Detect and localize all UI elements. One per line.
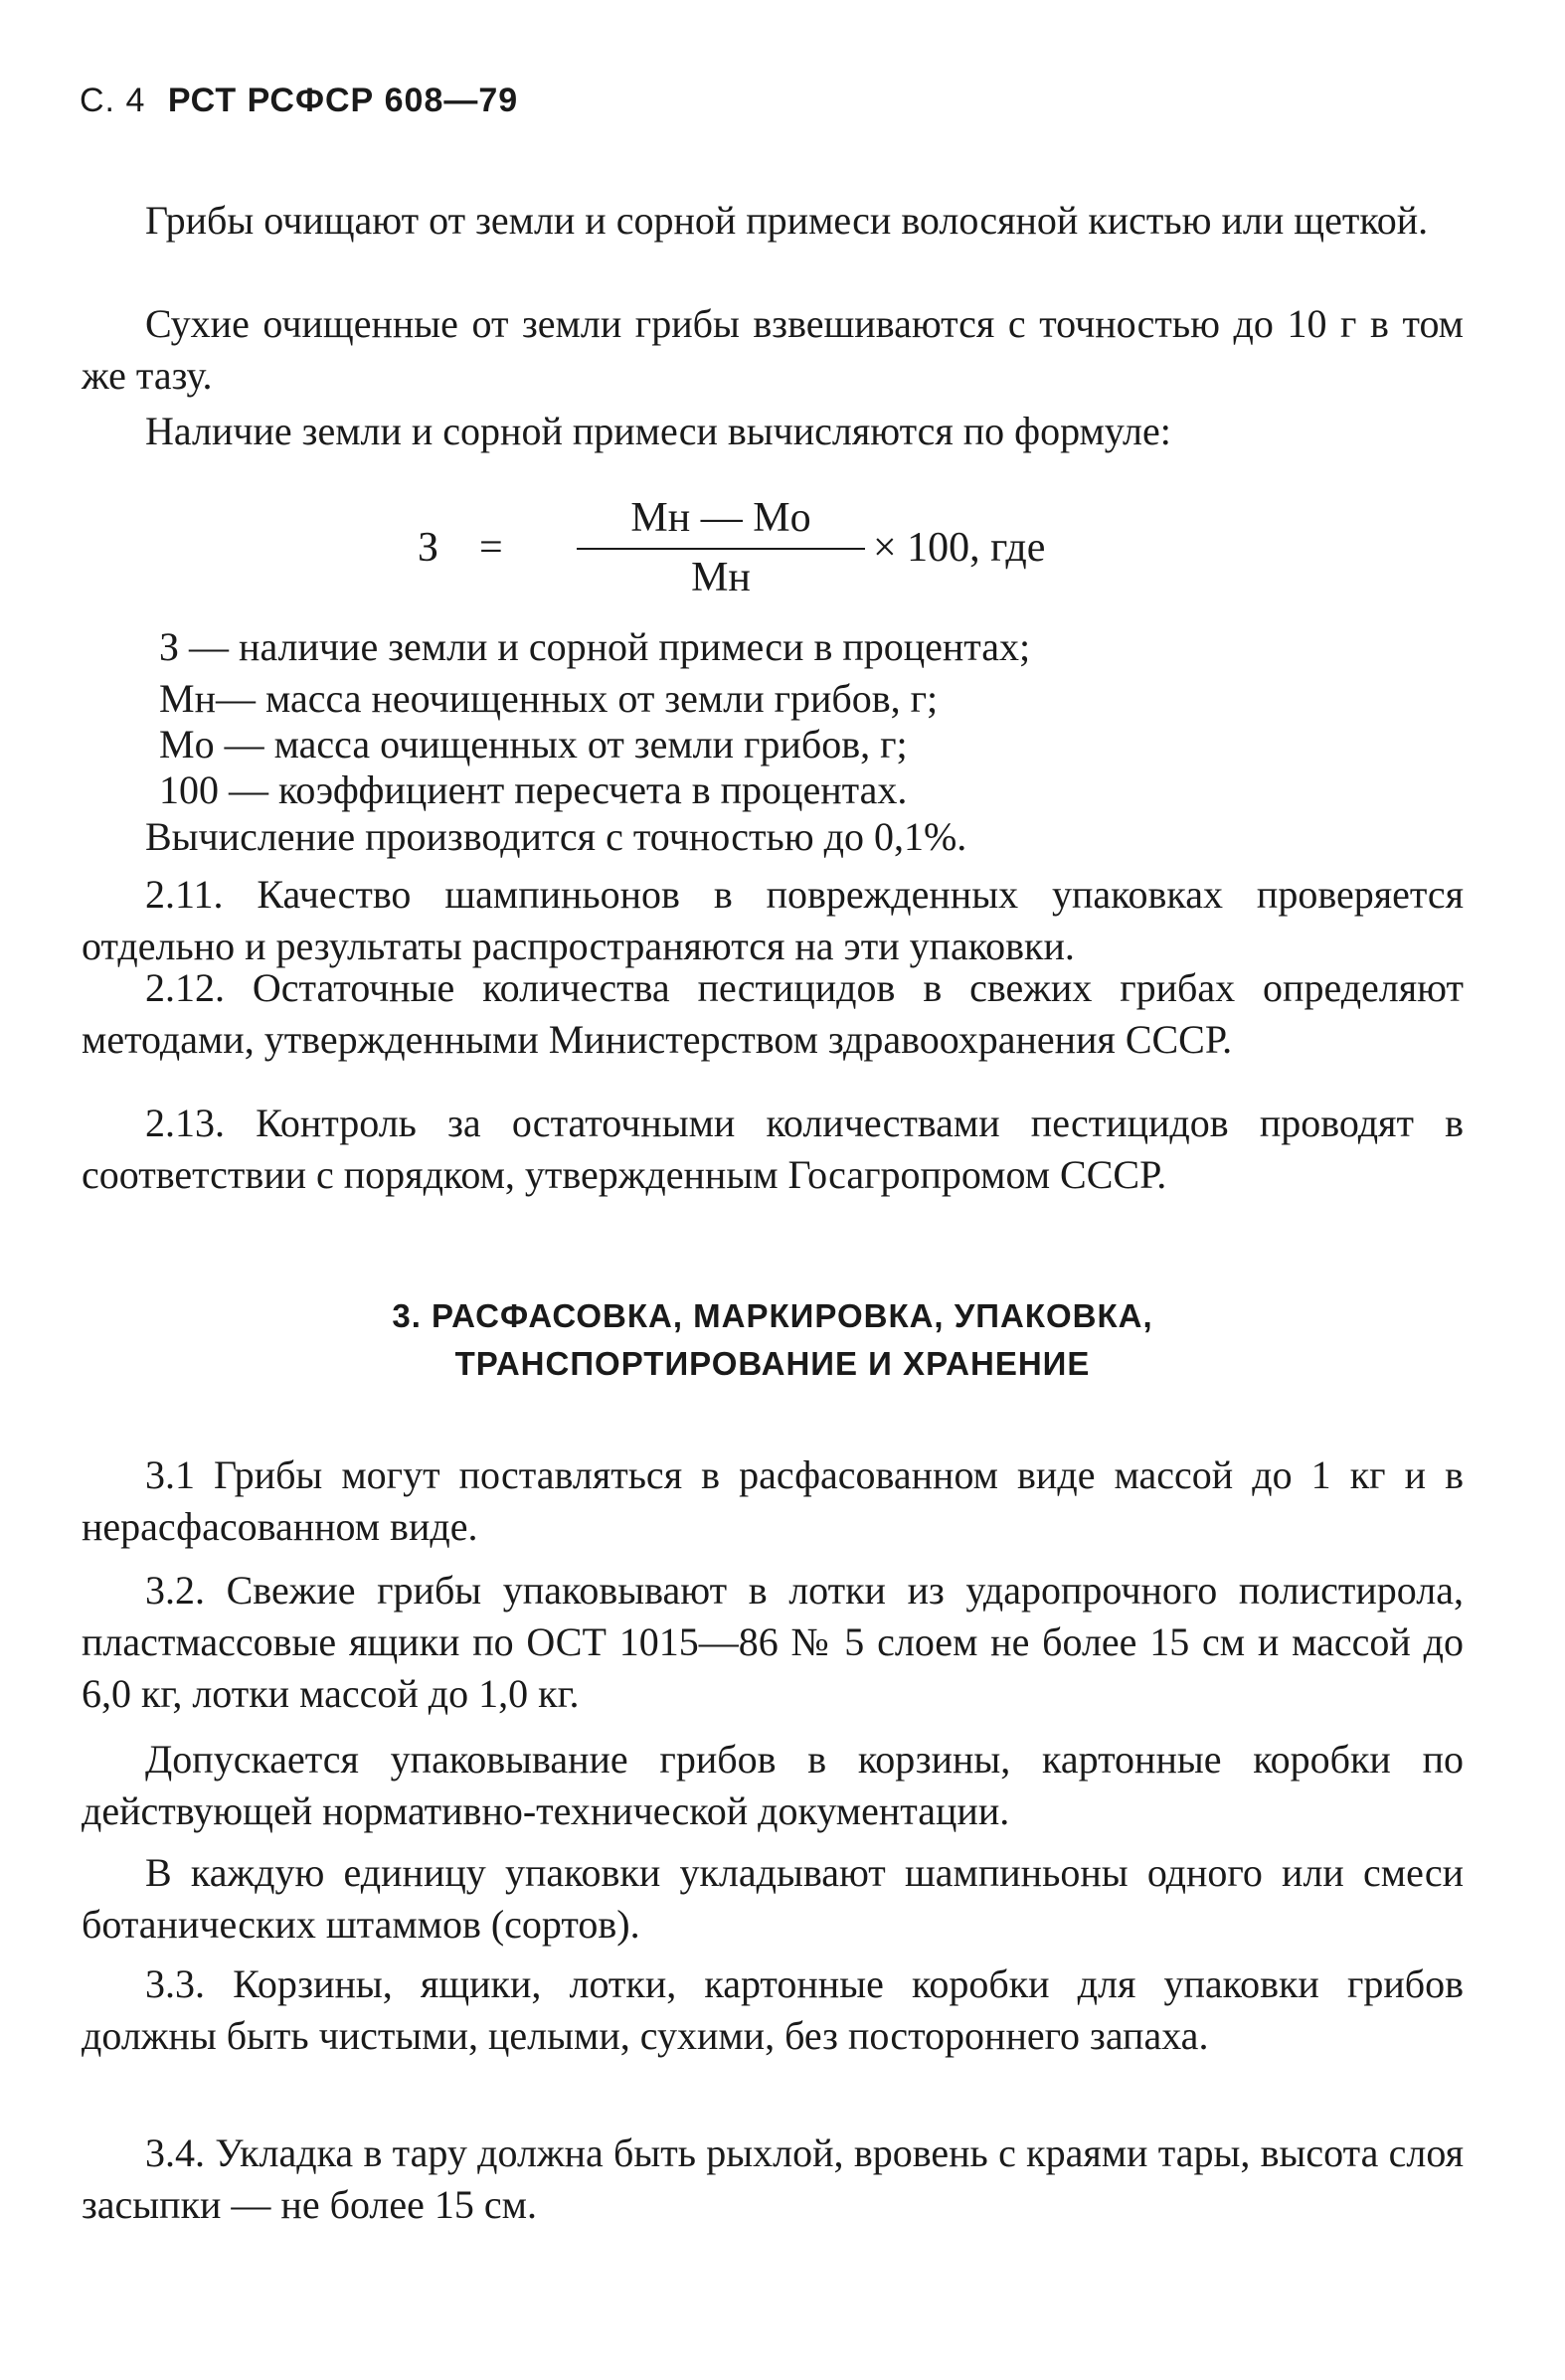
section-title-line-1: 3. РАСФАСОВКА, МАРКИРОВКА, УПАКОВКА, (392, 1297, 1153, 1334)
calc-precision: Вычисление производится с точностью до 0,1%. (145, 814, 967, 859)
paragraph-weighing: Сухие очищенные от земли грибы взвешиваются с точностью до 10 г в том же тазу. (82, 301, 1464, 398)
definition-mo: Mо — масса очищенных от земли грибов, г; (159, 722, 908, 766)
paragraph-cleaning: Грибы очищают от земли и сорной примеси волосяной кистью или щеткой. (145, 198, 1429, 243)
item-3-1: 3.1 Грибы могут поставляться в расфасованном виде массой до 1 кг и в нерасфасованном виде. (82, 1452, 1464, 1549)
item-2-13: 2.13. Контроль за остаточными количествами пестицидов проводят в соответствии с порядком, утвержденным Госагропромом СССР. (82, 1101, 1464, 1197)
fraction-bar (577, 548, 865, 550)
formula-lhs: З (418, 525, 439, 571)
item-3-2-strains: В каждую единицу упаковки укладывают шампиньоны одного или смеси ботанических штаммов (сортов). (82, 1850, 1464, 1947)
item-3-2: 3.2. Свежие грибы упаковывают в лотки из ударопрочного полистирола, пластмассовые ящики по ОСТ 1015—86 № 5 слоем не более 15 см и массой до 6,0 кг, лотки массой до 1,0 кг. (82, 1568, 1464, 1716)
formula-fraction (577, 494, 865, 601)
definition-mn: Mн— масса неочищенных от земли грибов, г; (159, 676, 939, 721)
formula-equals: = (479, 525, 503, 571)
item-2-11: 2.11. Качество шампиньонов в поврежденных упаковках проверяется отдельно и результаты распространяются на эти упаковки. (82, 872, 1464, 968)
document-code: РСТ РСФСР 608—79 (167, 82, 519, 119)
item-2-12: 2.12. Остаточные количества пестицидов в свежих грибах определяют методами, утвержденными Министерством здравоохранения СССР. (82, 965, 1464, 1062)
formula-numerator: Mн — Mо (630, 495, 811, 541)
page-number: С. 4 (80, 82, 146, 119)
section-3-title (82, 1292, 1464, 1388)
item-3-2-packing-alternatives: Допускается упаковывание грибов в корзины, картонные коробки по действующей нормативно-технической документации. (82, 1737, 1464, 1833)
formula-denominator: Mн (691, 555, 751, 600)
item-3-4: 3.4. Укладка в тару должна быть рыхлой, вровень с краями тары, высота слоя засыпки — не более 15 см. (82, 2130, 1464, 2227)
page-header (80, 82, 518, 120)
section-title-line-2: ТРАНСПОРТИРОВАНИЕ И ХРАНЕНИЕ (454, 1345, 1091, 1382)
formula-rhs: × 100, где (873, 525, 1046, 571)
definition-z: З — наличие земли и сорной примеси в процентах; (159, 624, 1031, 669)
formula (418, 494, 1114, 603)
definition-100: 100 — коэффициент пересчета в процентах. (159, 767, 908, 812)
paragraph-formula-intro: Наличие земли и сорной примеси вычисляются по формуле: (145, 409, 1171, 453)
item-3-3: 3.3. Корзины, ящики, лотки, картонные коробки для упаковки грибов должны быть чистыми, целыми, сухими, без постороннего запаха. (82, 1961, 1464, 2058)
